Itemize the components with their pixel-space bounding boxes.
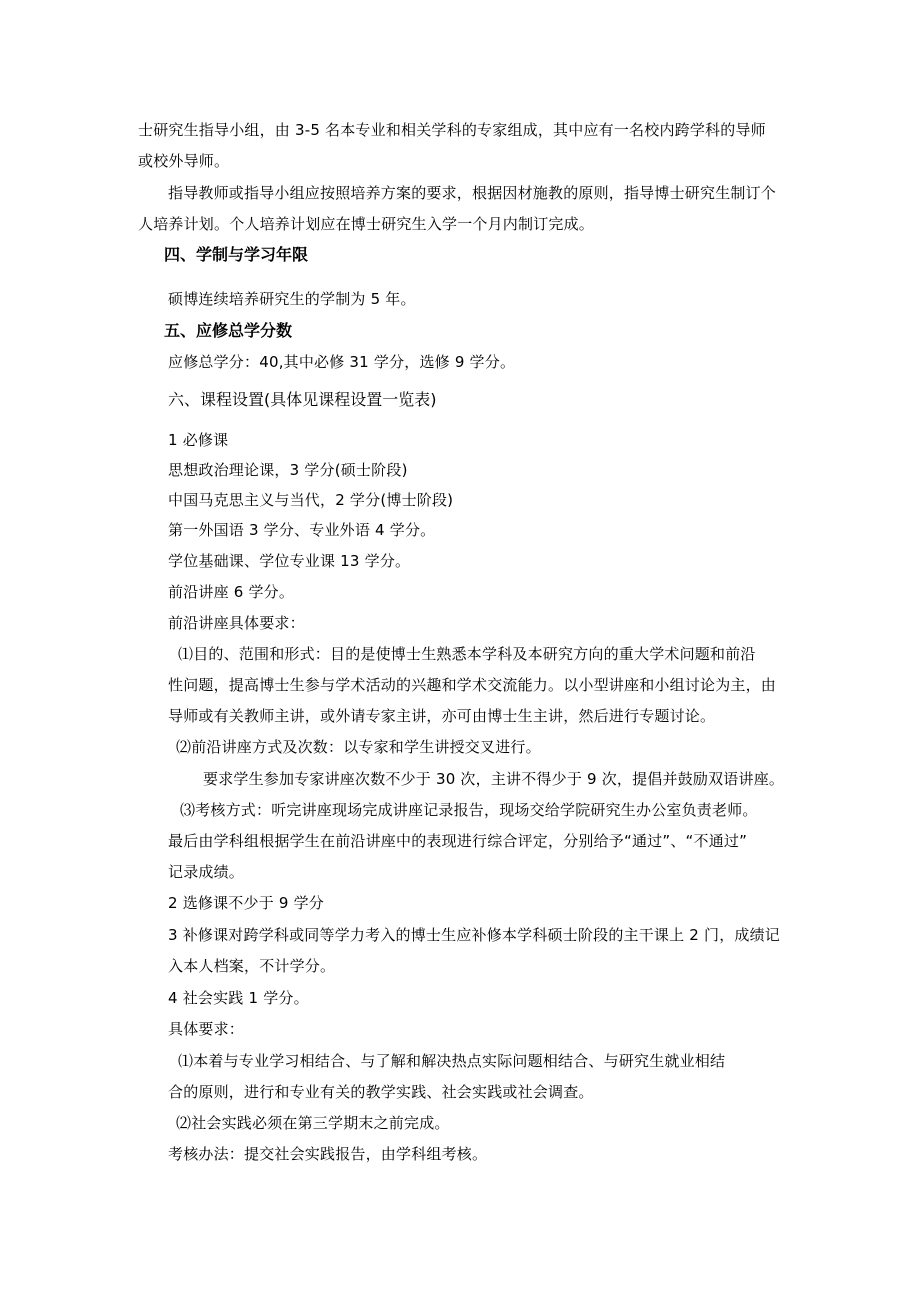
seminar-item-3-line-2: 最后由学科组根据学生在前沿讲座中的表现进行综合评定，分别给予“通过”、“不通过”	[168, 832, 748, 850]
seminar-item-3-line-3: 记录成绩。	[168, 863, 245, 881]
practice-item-2: ⑵社会实践必须在第三学期末之前完成。	[176, 1114, 450, 1132]
politics-course: 思想政治理论课，3 学分(硕士阶段)	[168, 461, 408, 479]
section-4-text: 硕博连续培养研究生的学制为 5 年。	[168, 290, 416, 308]
remedial-line-2: 入本人档案，不计学分。	[168, 957, 336, 975]
intro-line-4: 人培养计划。个人培养计划应在博士研究生入学一个月内制订完成。	[138, 215, 595, 233]
seminar-requirements-title: 前沿讲座具体要求：	[168, 614, 305, 632]
language-course: 第一外国语 3 学分、专业外语 4 学分。	[168, 521, 436, 539]
seminar-item-3-line-1: ⑶考核方式：听完讲座现场完成讲座记录报告，现场交给学院研究生办公室负责老师。	[180, 801, 758, 819]
seminar-item-2: ⑵前沿讲座方式及次数：以专家和学生讲授交叉进行。	[176, 738, 541, 756]
seminar-credits: 前沿讲座 6 学分。	[168, 583, 295, 601]
practice-assessment: 考核办法：提交社会实践报告，由学科组考核。	[168, 1145, 488, 1163]
degree-courses: 学位基础课、学位专业课 13 学分。	[168, 552, 411, 570]
practice-item-1-line-1: ⑴本着与专业学习相结合、与了解和解决热点实际问题相结合、与研究生就业相结	[178, 1052, 726, 1070]
seminar-item-1-line-1: ⑴目的、范围和形式：目的是使博士生熟悉本学科及本研究方向的重大学术问题和前沿	[178, 645, 756, 663]
section-5-text: 应修总学分：40,其中必修 31 学分，选修 9 学分。	[168, 353, 516, 371]
required-courses-title: 1 必修课	[168, 431, 229, 449]
remedial-line-1: 3 补修课对跨学科或同等学力考入的博士生应补修本学科硕士阶段的主干课上 2 门，成绩记	[168, 926, 780, 944]
intro-line-3: 指导教师或指导小组应按照培养方案的要求，根据因材施教的原则，指导博士研究生制订个	[168, 184, 777, 202]
practice-item-1-line-2: 合的原则，进行和专业有关的教学实践、社会实践或社会调查。	[168, 1083, 594, 1101]
social-practice: 4 社会实践 1 学分。	[168, 989, 309, 1007]
intro-line-2: 或校外导师。	[138, 152, 230, 170]
seminar-item-2-detail: 要求学生参加专家讲座次数不少于 30 次，主讲不得少于 9 次，提倡并鼓励双语讲座。	[203, 770, 785, 788]
section-4-heading: 四、学制与学习年限	[164, 245, 309, 264]
section-5-heading: 五、应修总学分数	[164, 321, 293, 340]
practice-requirements-title: 具体要求：	[168, 1020, 245, 1038]
marxism-course: 中国马克思主义与当代，2 学分(博士阶段)	[168, 491, 454, 509]
intro-line-1: 士研究生指导小组，由 3-5 名本专业和相关学科的专家组成，其中应有一名校内跨学科的导师	[138, 121, 766, 139]
elective-courses: 2 选修课不少于 9 学分	[168, 894, 324, 912]
seminar-item-1-line-3: 导师或有关教师主讲，或外请专家主讲，亦可由博士生主讲，然后进行专题讨论。	[168, 707, 716, 725]
seminar-item-1-line-2: 性问题，提高博士生参与学术活动的兴趣和学术交流能力。以小型讲座和小组讨论为主，由	[168, 676, 777, 694]
section-6-heading: 六、课程设置(具体见课程设置一览表)	[168, 390, 437, 409]
